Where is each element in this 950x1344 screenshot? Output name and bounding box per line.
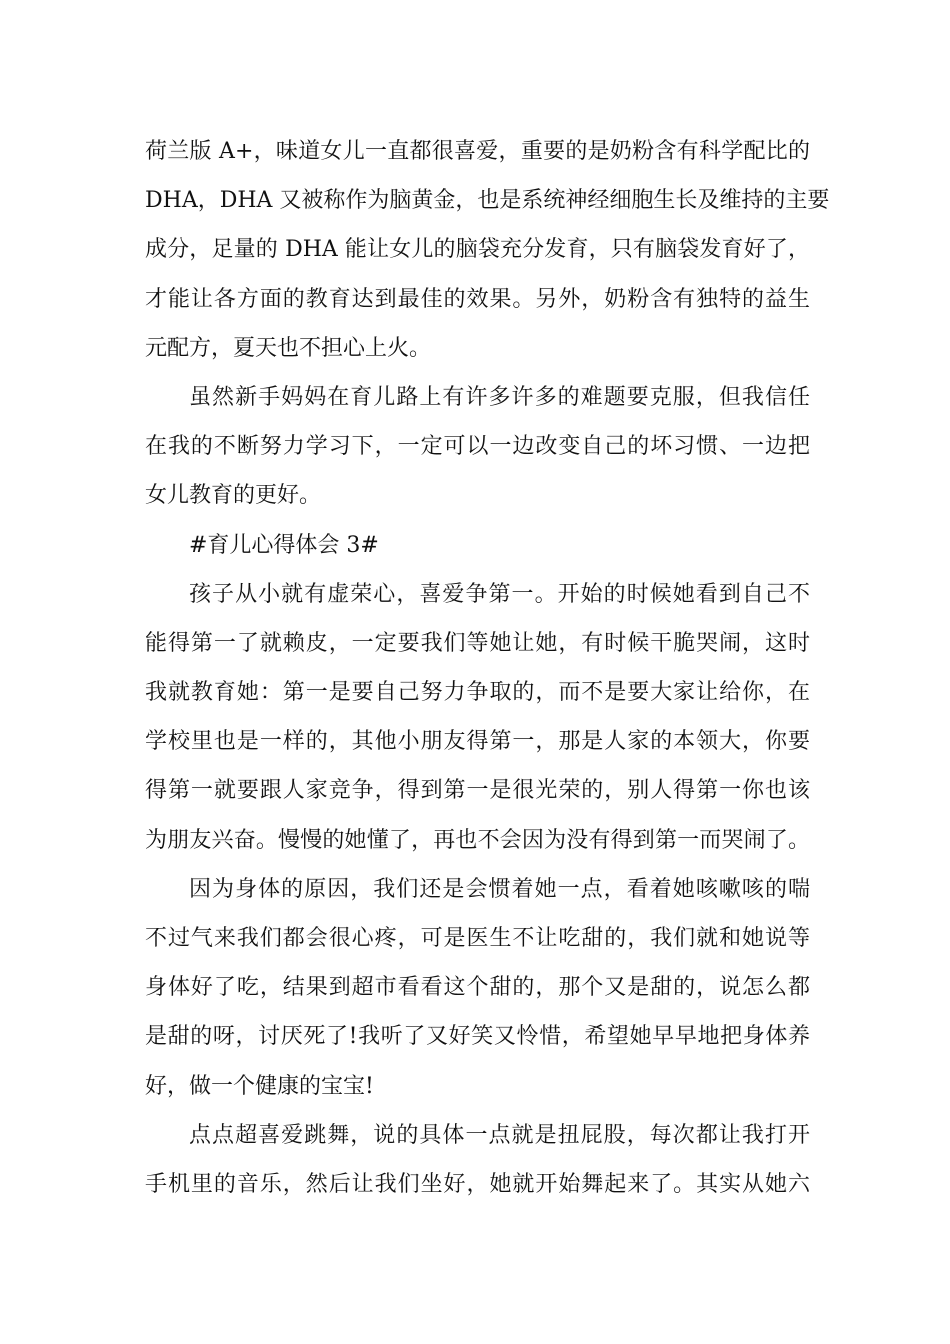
- section-heading: #育儿心得体会 3#: [189, 532, 379, 558]
- text-line: 因为身体的原因，我们还是会惯着她一点，看着她咳嗽咳的喘: [189, 876, 810, 902]
- text-line: 手机里的音乐，然后让我们坐好，她就开始舞起来了。其实从她六: [145, 1171, 810, 1197]
- text-line: 孩子从小就有虚荣心，喜爱争第一。开始的时候她看到自己不: [189, 581, 810, 607]
- text-line: 不过气来我们都会很心疼，可是医生不让吃甜的，我们就和她说等: [145, 926, 810, 951]
- text-line: 得第一就要跟人家竞争，得到第一是很光荣的，别人得第一你也该: [145, 778, 810, 804]
- document-body: [145, 127, 830, 1209]
- text-line: 是甜的呀，讨厌死了!我听了又好笑又怜惜，希望她早早地把身体养: [145, 1024, 810, 1050]
- text-line: DHA，DHA 又被称作为脑黄金，也是系统神经细胞生长及维持的主要: [145, 188, 830, 214]
- text-line: 在我的不断努力学习下，一定可以一边改变自己的坏习惯、一边把: [145, 434, 810, 460]
- text-line: 女儿教育的更好。: [145, 483, 322, 509]
- text-line: 成分，足量的 DHA 能让女儿的脑袋充分发育，只有脑袋发育好了，: [145, 237, 810, 263]
- text-line: 元配方，夏天也不担心上火。: [145, 335, 432, 361]
- text-line: 能得第一了就赖皮，一定要我们等她让她，有时候干脆哭闹，这时: [145, 630, 810, 656]
- text-line: 虽然新手妈妈在育儿路上有许多许多的难题要克服，但我信任: [189, 384, 810, 410]
- text-line: 身体好了吃，结果到超市看看这个甜的，那个又是甜的，说怎么都: [145, 975, 810, 1001]
- text-line: 才能让各方面的教育达到最佳的效果。另外，奶粉含有独特的益生: [145, 286, 810, 312]
- text-line: 好，做一个健康的宝宝!: [145, 1073, 374, 1099]
- text-line: 为朋友兴奋。慢慢的她懂了，再也不会因为没有得到第一而哭闹了。: [145, 827, 810, 853]
- text-line: 荷兰版 A+，味道女儿一直都很喜爱，重要的是奶粉含有科学配比的: [145, 139, 810, 164]
- text-line: 点点超喜爱跳舞，说的具体一点就是扭屁股，每次都让我打开: [189, 1122, 810, 1148]
- text-line: 我就教育她：第一是要自己努力争取的，而不是要大家让给你，在: [145, 680, 810, 706]
- text-line: 学校里也是一样的，其他小朋友得第一，那是人家的本领大，你要: [145, 729, 810, 755]
